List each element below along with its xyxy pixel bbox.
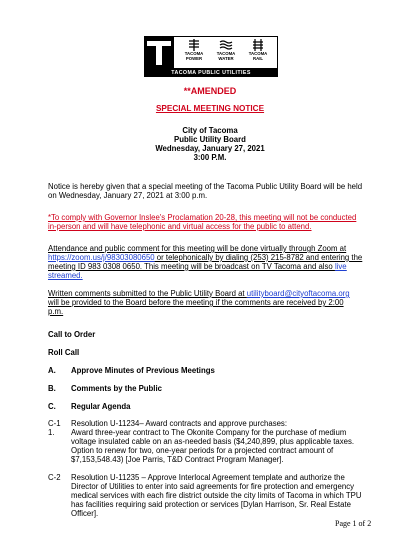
logo-t-mark xyxy=(144,36,174,69)
heading-city: City of Tacoma xyxy=(182,126,238,135)
rail-icon xyxy=(251,38,265,52)
tacoma-water-label-2: WATER xyxy=(218,55,234,61)
tacoma-rail-label-2: RAIL xyxy=(252,55,264,61)
written-line-1-text: Written comments submitted to the Public Utility Board at xyxy=(48,289,247,298)
c2-line-2: Director of Utilities to enter into said agreements for fire protection and emergency xyxy=(71,482,354,491)
attendance-line-2 xyxy=(48,253,366,262)
c1-label: C-1 xyxy=(48,419,61,428)
power-icon xyxy=(187,38,201,52)
c1-line-3: Option to renew for two, one-year periods for a projected contract amount of xyxy=(71,446,334,455)
heading-time: 3:00 P.M. xyxy=(193,153,227,162)
amended-prefix: ** xyxy=(183,86,191,96)
tacoma-rail-label-1: TACOMA xyxy=(248,51,268,56)
c2-label: C-2 xyxy=(48,473,61,482)
live-stream-link-continued[interactable]: streamed. xyxy=(48,271,83,280)
special-meeting-title: SPECIAL MEETING NOTICE xyxy=(155,104,265,113)
c2-line-3: medical services with each fire district outside the city limits of Tacoma in which TPU xyxy=(71,491,362,500)
attendance-line-3 xyxy=(48,262,366,271)
agenda-item-c-letter: C. xyxy=(48,402,56,411)
amended-text: AMENDED xyxy=(190,86,237,96)
tacoma-water-brand xyxy=(210,38,242,61)
tacoma-water-label-1: TACOMA xyxy=(216,51,236,56)
c1-line-4: $7,153,548.43) [Joe Parris, T&D Contract Program Manager]. xyxy=(71,455,284,464)
agenda-item-c-title: Regular Agenda xyxy=(71,402,131,411)
water-icon xyxy=(219,38,233,52)
attendance-line-4 xyxy=(48,271,366,280)
attendance-line-2-rest: or telephonically by dialing (253) 215-8782 and entering the xyxy=(154,253,363,262)
c2-line-5: Officer]. xyxy=(71,509,99,518)
notice-line-1: Notice is hereby given that a special meeting of the Tacoma Public Utility Board will be held xyxy=(48,182,363,191)
c1-item-number: 1. xyxy=(48,428,55,437)
c1-line-2: voltage insulated cable on an as-needed basis ($4,240,899, plus applicable taxes. xyxy=(71,437,355,446)
notice-line-2: on Wednesday, January 27, 2021 at 3:00 p.m. xyxy=(48,191,208,200)
amended-heading xyxy=(0,86,420,96)
call-to-order: Call to Order xyxy=(48,330,96,339)
agenda-item-b-letter: B. xyxy=(48,384,56,393)
heading-board: Public Utility Board xyxy=(174,135,246,144)
heading-date: Wednesday, January 27, 2021 xyxy=(155,144,265,153)
live-stream-link[interactable]: live xyxy=(334,262,347,271)
c1-resolution: Resolution U-11234– Award contracts and approve purchases: xyxy=(71,419,287,428)
written-line-1 xyxy=(48,289,366,298)
attendance-line-1: Attendance and public comment for this meeting will be done virtually through Zoom at xyxy=(48,244,347,253)
email-link[interactable]: utilityboard@cityoftacoma.org xyxy=(246,289,350,298)
tacoma-rail-brand xyxy=(242,38,274,61)
zoom-link[interactable]: https://zoom.us/j/98303080650 xyxy=(48,253,155,262)
attendance-line-3-text: meeting ID 983 0308 0650. This meeting will be broadcast on TV Tacoma and also xyxy=(48,262,335,271)
tacoma-public-utilities-logo xyxy=(144,36,278,77)
written-line-3: p.m. xyxy=(48,307,64,316)
c2-line-1: Resolution U-11235 – Approve Interlocal Agreement template and authorize the xyxy=(71,473,345,482)
written-line-2: will be provided to the Board before the meeting if the comments are received by 2:00 xyxy=(48,298,344,307)
tacoma-power-label-2: POWER xyxy=(185,55,203,61)
proclamation-line-1: *To comply with Governor Inslee's Proclamation 20-28, this meeting will not be conducted xyxy=(48,213,357,222)
agenda-item-a-title: Approve Minutes of Previous Meetings xyxy=(71,366,215,375)
agenda-item-b-title: Comments by the Public xyxy=(71,384,162,393)
tacoma-power-label-1: TACOMA xyxy=(184,51,204,56)
c2-line-4: has facilities requiring said protection or services [Dylan Harrison, Sr. Real Estate xyxy=(71,500,351,509)
agenda-item-a-letter: A. xyxy=(48,366,56,375)
logo-band-text: TACOMA PUBLIC UTILITIES xyxy=(144,69,278,77)
proclamation-line-2: in-person and will have telephonic and virtual access for the public to attend. xyxy=(48,222,312,231)
roll-call: Roll Call xyxy=(48,348,80,357)
tacoma-power-brand xyxy=(178,38,210,61)
page-number: Page 1 of 2 xyxy=(335,519,372,528)
c1-line-1: Award three-year contract to The Okonite Company for the purchase of medium xyxy=(71,428,347,437)
